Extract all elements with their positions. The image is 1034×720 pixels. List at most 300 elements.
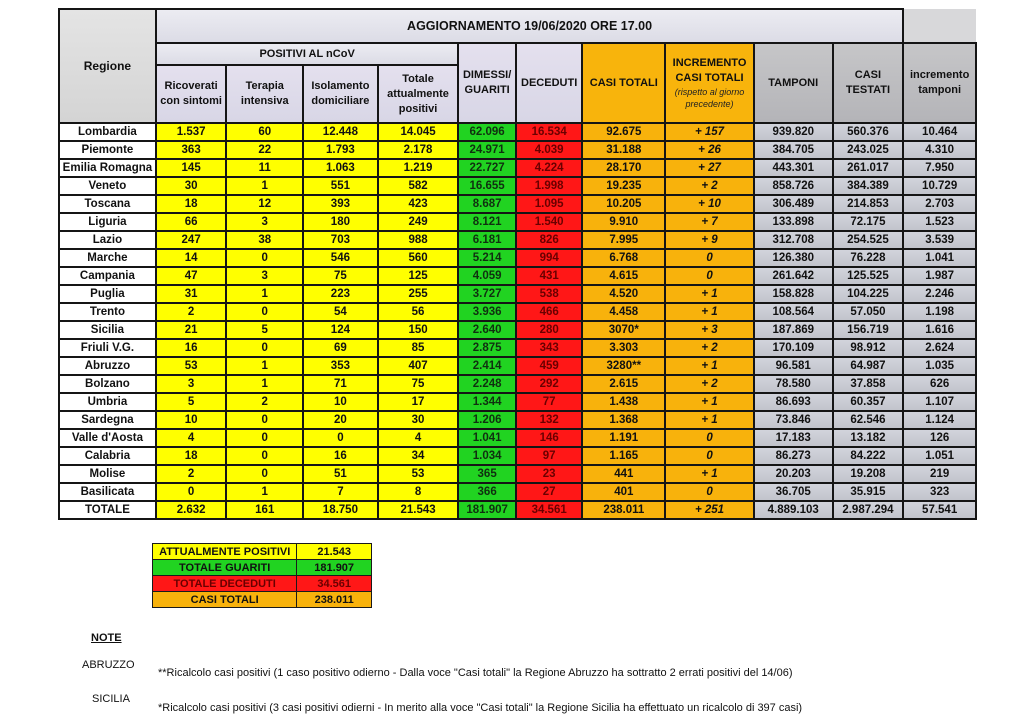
- summary-row: [153, 560, 372, 576]
- cell-incremento-tamponi: 7.950: [903, 159, 976, 177]
- cell-casi-testati: 261.017: [833, 159, 904, 177]
- cell-incremento: 0: [665, 267, 754, 285]
- cell-incremento-tamponi: 1.616: [903, 321, 976, 339]
- cell-casi-totali: 238.011: [582, 501, 665, 519]
- cell-dimessi: 2.640: [458, 321, 515, 339]
- cell-ricoverati: 10: [156, 411, 227, 429]
- cell-tamponi: 158.828: [754, 285, 833, 303]
- cell-regione: Puglia: [59, 285, 156, 303]
- cell-regione: Bolzano: [59, 375, 156, 393]
- cell-isolamento: 69: [303, 339, 378, 357]
- cell-deceduti: 4.039: [516, 141, 583, 159]
- cell-deceduti: 1.095: [516, 195, 583, 213]
- cell-terapia: 0: [226, 429, 303, 447]
- cell-totale-positivi: 56: [378, 303, 459, 321]
- cell-deceduti: 77: [516, 393, 583, 411]
- summary-value: 181.907: [297, 560, 372, 576]
- ricoverati-header: Ricoverati con sintomi: [156, 65, 227, 123]
- cell-casi-totali: 1.165: [582, 447, 665, 465]
- cell-incremento-tamponi: 1.035: [903, 357, 976, 375]
- cell-regione: Lazio: [59, 231, 156, 249]
- cell-terapia: 3: [226, 267, 303, 285]
- cell-deceduti: 466: [516, 303, 583, 321]
- cell-tamponi: 86.693: [754, 393, 833, 411]
- summary-row: [153, 592, 372, 608]
- cell-tamponi: 73.846: [754, 411, 833, 429]
- cell-totale-positivi: 53: [378, 465, 459, 483]
- cell-deceduti: 994: [516, 249, 583, 267]
- cell-deceduti: 34.561: [516, 501, 583, 519]
- cell-incremento-tamponi: 1.198: [903, 303, 976, 321]
- cell-totale-positivi: 8: [378, 483, 459, 501]
- summary-value: 21.543: [297, 544, 372, 560]
- cell-totale-positivi: 1.219: [378, 159, 459, 177]
- cell-terapia: 1: [226, 357, 303, 375]
- cell-incremento: + 251: [665, 501, 754, 519]
- cell-isolamento: 16: [303, 447, 378, 465]
- summary-row: [153, 544, 372, 560]
- cell-deceduti: 459: [516, 357, 583, 375]
- cell-incremento-tamponi: 1.051: [903, 447, 976, 465]
- cell-dimessi: 2.248: [458, 375, 515, 393]
- cell-incremento: + 1: [665, 465, 754, 483]
- cell-deceduti: 27: [516, 483, 583, 501]
- table-row: [59, 141, 976, 159]
- cell-dimessi: 5.214: [458, 249, 515, 267]
- cell-tamponi: 126.380: [754, 249, 833, 267]
- cell-incremento-tamponi: 1.041: [903, 249, 976, 267]
- cell-incremento-tamponi: 626: [903, 375, 976, 393]
- cell-casi-totali: 7.995: [582, 231, 665, 249]
- cell-ricoverati: 2: [156, 465, 227, 483]
- cell-deceduti: 538: [516, 285, 583, 303]
- cell-incremento-tamponi: 323: [903, 483, 976, 501]
- table-row: [59, 231, 976, 249]
- cell-casi-testati: 37.858: [833, 375, 904, 393]
- cell-totale-positivi: 582: [378, 177, 459, 195]
- cell-tamponi: 939.820: [754, 123, 833, 141]
- cell-dimessi: 4.059: [458, 267, 515, 285]
- cell-isolamento: 0: [303, 429, 378, 447]
- cell-incremento: + 3: [665, 321, 754, 339]
- cell-regione: Toscana: [59, 195, 156, 213]
- cell-regione: TOTALE: [59, 501, 156, 519]
- cell-incremento: + 1: [665, 303, 754, 321]
- summary-value: 34.561: [297, 576, 372, 592]
- cell-casi-totali: 19.235: [582, 177, 665, 195]
- cell-totale-positivi: 34: [378, 447, 459, 465]
- cell-dimessi: 16.655: [458, 177, 515, 195]
- cell-regione: Emilia Romagna: [59, 159, 156, 177]
- table-row: [59, 483, 976, 501]
- cell-isolamento: 1.063: [303, 159, 378, 177]
- note-region-abruzzo: ABRUZZO: [82, 659, 135, 671]
- cell-regione: Molise: [59, 465, 156, 483]
- table-row: [59, 177, 976, 195]
- cell-tamponi: 187.869: [754, 321, 833, 339]
- cell-incremento: + 1: [665, 411, 754, 429]
- cell-ricoverati: 31: [156, 285, 227, 303]
- cell-isolamento: 75: [303, 267, 378, 285]
- cell-terapia: 1: [226, 375, 303, 393]
- cell-incremento: 0: [665, 483, 754, 501]
- cell-isolamento: 71: [303, 375, 378, 393]
- cell-ricoverati: 30: [156, 177, 227, 195]
- table-row: [59, 159, 976, 177]
- cell-totale-positivi: 14.045: [378, 123, 459, 141]
- table-row: [59, 393, 976, 411]
- cell-casi-totali: 9.910: [582, 213, 665, 231]
- cell-casi-testati: 72.175: [833, 213, 904, 231]
- summary-label: TOTALE DECEDUTI: [153, 576, 297, 592]
- table-row: [59, 213, 976, 231]
- cell-casi-testati: 57.050: [833, 303, 904, 321]
- update-title: AGGIORNAMENTO 19/06/2020 ORE 17.00: [156, 9, 903, 43]
- cell-deceduti: 431: [516, 267, 583, 285]
- cell-totale-positivi: 988: [378, 231, 459, 249]
- cell-tamponi: 96.581: [754, 357, 833, 375]
- cell-casi-testati: 156.719: [833, 321, 904, 339]
- summary-box: [152, 543, 372, 608]
- incremento-title: INCREMENTO CASI TOTALI: [672, 57, 747, 84]
- cell-dimessi: 6.181: [458, 231, 515, 249]
- totale-positivi-header: Totale attualmente positivi: [378, 65, 459, 123]
- cell-ricoverati: 47: [156, 267, 227, 285]
- cell-incremento-tamponi: 219: [903, 465, 976, 483]
- header-corner: [903, 9, 976, 43]
- cell-isolamento: 12.448: [303, 123, 378, 141]
- cell-dimessi: 3.936: [458, 303, 515, 321]
- cell-tamponi: 4.889.103: [754, 501, 833, 519]
- cell-deceduti: 146: [516, 429, 583, 447]
- cell-tamponi: 384.705: [754, 141, 833, 159]
- cell-incremento-tamponi: 10.464: [903, 123, 976, 141]
- cell-casi-totali: 1.438: [582, 393, 665, 411]
- cell-regione: Abruzzo: [59, 357, 156, 375]
- cell-terapia: 60: [226, 123, 303, 141]
- table-row: [59, 123, 976, 141]
- cell-isolamento: 10: [303, 393, 378, 411]
- table-row: [59, 375, 976, 393]
- table-row: [59, 303, 976, 321]
- summary-label: TOTALE GUARITI: [153, 560, 297, 576]
- cell-casi-totali: 1.191: [582, 429, 665, 447]
- cell-deceduti: 97: [516, 447, 583, 465]
- cell-deceduti: 280: [516, 321, 583, 339]
- table-row: [59, 411, 976, 429]
- cell-regione: Calabria: [59, 447, 156, 465]
- summary-label: ATTUALMENTE POSITIVI: [153, 544, 297, 560]
- cell-totale-positivi: 21.543: [378, 501, 459, 519]
- cell-terapia: 161: [226, 501, 303, 519]
- cell-incremento-tamponi: 3.539: [903, 231, 976, 249]
- cell-terapia: 12: [226, 195, 303, 213]
- total-row: [59, 501, 976, 519]
- cell-isolamento: 124: [303, 321, 378, 339]
- note-text-abruzzo: **Ricalcolo casi positivi (1 caso positivo odierno - Dalla voce "Casi totali" la Regione Abruzzo ha sottratto 2 errati positivi del 14/06): [158, 667, 793, 679]
- cell-deceduti: 826: [516, 231, 583, 249]
- cell-dimessi: 2.414: [458, 357, 515, 375]
- cell-casi-testati: 243.025: [833, 141, 904, 159]
- cell-regione: Basilicata: [59, 483, 156, 501]
- cell-terapia: 0: [226, 249, 303, 267]
- cell-isolamento: 1.793: [303, 141, 378, 159]
- cell-casi-totali: 2.615: [582, 375, 665, 393]
- table-row: [59, 267, 976, 285]
- cell-terapia: 0: [226, 447, 303, 465]
- cell-tamponi: 36.705: [754, 483, 833, 501]
- summary-label: CASI TOTALI: [153, 592, 297, 608]
- cell-casi-testati: 60.357: [833, 393, 904, 411]
- table-row: [59, 285, 976, 303]
- cell-regione: Trento: [59, 303, 156, 321]
- cell-regione: Valle d'Aosta: [59, 429, 156, 447]
- cell-ricoverati: 53: [156, 357, 227, 375]
- cell-casi-totali: 3280**: [582, 357, 665, 375]
- cell-dimessi: 8.687: [458, 195, 515, 213]
- cell-terapia: 1: [226, 285, 303, 303]
- cell-isolamento: 546: [303, 249, 378, 267]
- cell-dimessi: 2.875: [458, 339, 515, 357]
- cell-casi-testati: 64.987: [833, 357, 904, 375]
- casi-testati-header: CASI TESTATI: [833, 43, 904, 123]
- cell-isolamento: 393: [303, 195, 378, 213]
- cell-tamponi: 17.183: [754, 429, 833, 447]
- table-row: [59, 429, 976, 447]
- cell-incremento: + 10: [665, 195, 754, 213]
- cell-terapia: 0: [226, 303, 303, 321]
- note-region-sicilia: SICILIA: [92, 693, 130, 705]
- cell-casi-totali: 10.205: [582, 195, 665, 213]
- cell-casi-totali: 4.615: [582, 267, 665, 285]
- cell-isolamento: 353: [303, 357, 378, 375]
- cell-casi-testati: 125.525: [833, 267, 904, 285]
- cell-casi-testati: 19.208: [833, 465, 904, 483]
- cell-terapia: 3: [226, 213, 303, 231]
- cell-dimessi: 22.727: [458, 159, 515, 177]
- cell-terapia: 22: [226, 141, 303, 159]
- cell-ricoverati: 5: [156, 393, 227, 411]
- cell-dimessi: 366: [458, 483, 515, 501]
- cell-incremento-tamponi: 1.987: [903, 267, 976, 285]
- cell-isolamento: 20: [303, 411, 378, 429]
- cell-ricoverati: 66: [156, 213, 227, 231]
- cell-casi-testati: 254.525: [833, 231, 904, 249]
- cell-totale-positivi: 75: [378, 375, 459, 393]
- cell-casi-testati: 13.182: [833, 429, 904, 447]
- cell-totale-positivi: 30: [378, 411, 459, 429]
- cell-casi-totali: 6.768: [582, 249, 665, 267]
- casi-totali-header: CASI TOTALI: [582, 43, 665, 123]
- cell-incremento-tamponi: 1.124: [903, 411, 976, 429]
- table-row: [59, 195, 976, 213]
- cell-incremento-tamponi: 126: [903, 429, 976, 447]
- cell-dimessi: 1.041: [458, 429, 515, 447]
- table-body: [59, 123, 976, 519]
- cell-casi-testati: 104.225: [833, 285, 904, 303]
- cell-casi-totali: 441: [582, 465, 665, 483]
- cell-terapia: 0: [226, 411, 303, 429]
- cell-tamponi: 443.301: [754, 159, 833, 177]
- cell-tamponi: 78.580: [754, 375, 833, 393]
- cell-ricoverati: 18: [156, 447, 227, 465]
- cell-totale-positivi: 125: [378, 267, 459, 285]
- cell-incremento-tamponi: 2.246: [903, 285, 976, 303]
- cell-terapia: 2: [226, 393, 303, 411]
- cell-ricoverati: 2.632: [156, 501, 227, 519]
- cell-regione: Piemonte: [59, 141, 156, 159]
- cell-incremento-tamponi: 1.107: [903, 393, 976, 411]
- cell-incremento-tamponi: 1.523: [903, 213, 976, 231]
- cell-casi-totali: 3070*: [582, 321, 665, 339]
- cell-isolamento: 703: [303, 231, 378, 249]
- cell-casi-testati: 2.987.294: [833, 501, 904, 519]
- cell-casi-testati: 76.228: [833, 249, 904, 267]
- cell-deceduti: 23: [516, 465, 583, 483]
- cell-deceduti: 4.224: [516, 159, 583, 177]
- cell-incremento-tamponi: 10.729: [903, 177, 976, 195]
- cell-totale-positivi: 2.178: [378, 141, 459, 159]
- cell-terapia: 1: [226, 483, 303, 501]
- cell-dimessi: 24.971: [458, 141, 515, 159]
- cell-regione: Umbria: [59, 393, 156, 411]
- cell-incremento: 0: [665, 447, 754, 465]
- cell-incremento: + 26: [665, 141, 754, 159]
- cell-tamponi: 20.203: [754, 465, 833, 483]
- cell-casi-testati: 35.915: [833, 483, 904, 501]
- positivi-group-header: POSITIVI AL nCoV: [156, 43, 459, 65]
- cell-ricoverati: 3: [156, 375, 227, 393]
- cell-casi-totali: 31.188: [582, 141, 665, 159]
- notes-heading: NOTE: [91, 632, 122, 644]
- cell-ricoverati: 363: [156, 141, 227, 159]
- cell-isolamento: 180: [303, 213, 378, 231]
- cell-deceduti: 1.540: [516, 213, 583, 231]
- incremento-tamponi-header: incremento tamponi: [903, 43, 976, 123]
- cell-tamponi: 133.898: [754, 213, 833, 231]
- cell-casi-testati: 560.376: [833, 123, 904, 141]
- cell-deceduti: 132: [516, 411, 583, 429]
- cell-tamponi: 86.273: [754, 447, 833, 465]
- cell-totale-positivi: 4: [378, 429, 459, 447]
- table-row: [59, 465, 976, 483]
- region-header: Regione: [59, 9, 156, 123]
- cell-totale-positivi: 85: [378, 339, 459, 357]
- cell-ricoverati: 18: [156, 195, 227, 213]
- dimessi-header: DIMESSI/ GUARITI: [458, 43, 515, 123]
- cell-dimessi: 1.206: [458, 411, 515, 429]
- cell-isolamento: 223: [303, 285, 378, 303]
- cell-totale-positivi: 560: [378, 249, 459, 267]
- cell-deceduti: 16.534: [516, 123, 583, 141]
- cell-totale-positivi: 407: [378, 357, 459, 375]
- cell-casi-testati: 84.222: [833, 447, 904, 465]
- cell-ricoverati: 247: [156, 231, 227, 249]
- cell-deceduti: 292: [516, 375, 583, 393]
- cell-incremento: + 27: [665, 159, 754, 177]
- cell-totale-positivi: 255: [378, 285, 459, 303]
- cell-totale-positivi: 150: [378, 321, 459, 339]
- table-row: [59, 249, 976, 267]
- cell-regione: Marche: [59, 249, 156, 267]
- cell-incremento: 0: [665, 429, 754, 447]
- cell-casi-totali: 28.170: [582, 159, 665, 177]
- cell-regione: Sardegna: [59, 411, 156, 429]
- cell-deceduti: 1.998: [516, 177, 583, 195]
- cell-isolamento: 51: [303, 465, 378, 483]
- cell-terapia: 38: [226, 231, 303, 249]
- cell-dimessi: 181.907: [458, 501, 515, 519]
- cell-casi-totali: 3.303: [582, 339, 665, 357]
- cell-regione: Lombardia: [59, 123, 156, 141]
- cell-isolamento: 18.750: [303, 501, 378, 519]
- cell-casi-testati: 384.389: [833, 177, 904, 195]
- table-row: [59, 321, 976, 339]
- cell-totale-positivi: 17: [378, 393, 459, 411]
- table-row: [59, 339, 976, 357]
- cell-regione: Sicilia: [59, 321, 156, 339]
- cell-casi-totali: 1.368: [582, 411, 665, 429]
- cell-dimessi: 62.096: [458, 123, 515, 141]
- cell-isolamento: 7: [303, 483, 378, 501]
- incremento-header: [665, 43, 754, 123]
- cell-dimessi: 8.121: [458, 213, 515, 231]
- tamponi-header: TAMPONI: [754, 43, 833, 123]
- cell-ricoverati: 2: [156, 303, 227, 321]
- terapia-header: Terapia intensiva: [226, 65, 303, 123]
- cell-terapia: 5: [226, 321, 303, 339]
- cell-ricoverati: 21: [156, 321, 227, 339]
- cell-incremento-tamponi: 2.624: [903, 339, 976, 357]
- cell-deceduti: 343: [516, 339, 583, 357]
- cell-dimessi: 365: [458, 465, 515, 483]
- isolamento-header: Isolamento domiciliare: [303, 65, 378, 123]
- cell-regione: Campania: [59, 267, 156, 285]
- cell-incremento: 0: [665, 249, 754, 267]
- cell-casi-testati: 62.546: [833, 411, 904, 429]
- summary-row: [153, 576, 372, 592]
- cell-incremento: + 9: [665, 231, 754, 249]
- cell-casi-totali: 4.520: [582, 285, 665, 303]
- cell-incremento: + 2: [665, 177, 754, 195]
- cell-terapia: 1: [226, 177, 303, 195]
- cell-totale-positivi: 249: [378, 213, 459, 231]
- summary-value: 238.011: [297, 592, 372, 608]
- cell-ricoverati: 1.537: [156, 123, 227, 141]
- cell-incremento: + 2: [665, 375, 754, 393]
- cell-totale-positivi: 423: [378, 195, 459, 213]
- cell-dimessi: 1.344: [458, 393, 515, 411]
- cell-dimessi: 1.034: [458, 447, 515, 465]
- table-row: [59, 447, 976, 465]
- covid-regional-table: [58, 8, 977, 520]
- incremento-note: (rispetto al giorno precedente): [674, 87, 745, 109]
- cell-isolamento: 54: [303, 303, 378, 321]
- cell-terapia: 11: [226, 159, 303, 177]
- cell-tamponi: 170.109: [754, 339, 833, 357]
- cell-tamponi: 858.726: [754, 177, 833, 195]
- cell-incremento: + 2: [665, 339, 754, 357]
- cell-incremento: + 7: [665, 213, 754, 231]
- cell-casi-testati: 98.912: [833, 339, 904, 357]
- cell-incremento-tamponi: 57.541: [903, 501, 976, 519]
- cell-dimessi: 3.727: [458, 285, 515, 303]
- cell-isolamento: 551: [303, 177, 378, 195]
- cell-incremento: + 157: [665, 123, 754, 141]
- cell-ricoverati: 145: [156, 159, 227, 177]
- cell-tamponi: 108.564: [754, 303, 833, 321]
- cell-casi-totali: 4.458: [582, 303, 665, 321]
